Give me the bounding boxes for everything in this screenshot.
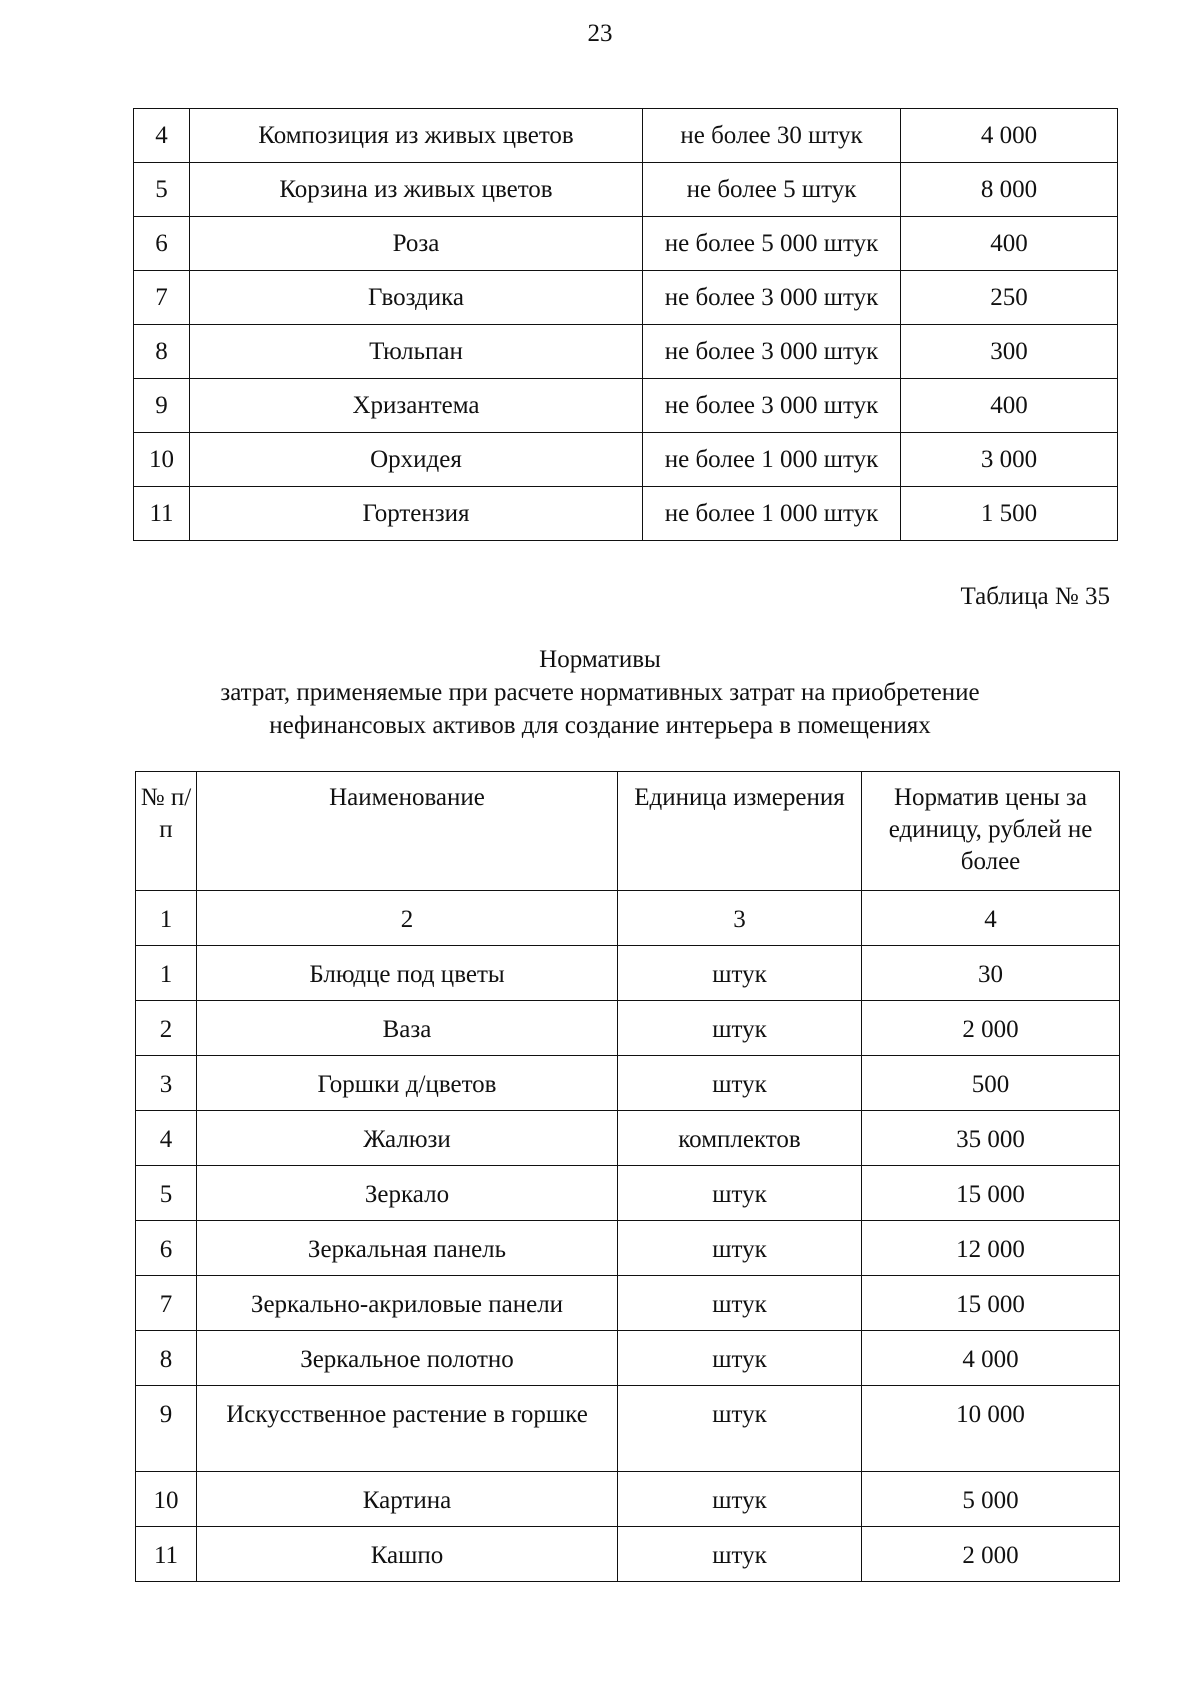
item-name: Зеркало: [197, 1166, 618, 1221]
item-price: 250: [901, 271, 1118, 325]
table-row: [134, 487, 1118, 541]
item-name: Орхидея: [190, 433, 643, 487]
item-quantity: не более 1 000 штук: [643, 487, 901, 541]
table-row: [136, 1472, 1120, 1527]
table-row: [136, 1166, 1120, 1221]
row-number: 11: [134, 487, 190, 541]
item-unit: штук: [618, 1056, 862, 1111]
table-row: [136, 1276, 1120, 1331]
item-price: 10 000: [862, 1386, 1120, 1472]
heading-subtitle-line-2: нефинансовых активов для создание интерьера в помещениях: [269, 712, 931, 739]
item-unit: штук: [618, 1276, 862, 1331]
row-number: 4: [134, 109, 190, 163]
heading-title: Нормативы: [539, 646, 661, 673]
table-row: [134, 379, 1118, 433]
interior-assets-table: [135, 771, 1120, 1582]
table-heading: [0, 643, 1200, 742]
item-price: 4 000: [862, 1331, 1120, 1386]
column-index: 4: [862, 891, 1120, 946]
item-name: Роза: [190, 217, 643, 271]
table-row: [134, 217, 1118, 271]
item-unit: комплектов: [618, 1111, 862, 1166]
item-quantity: не более 1 000 штук: [643, 433, 901, 487]
table-row: [134, 163, 1118, 217]
table-row: [134, 325, 1118, 379]
item-unit: штук: [618, 1527, 862, 1582]
item-name: Зеркальное полотно: [197, 1331, 618, 1386]
item-name: Зеркально-акриловые панели: [197, 1276, 618, 1331]
row-number: 6: [136, 1221, 197, 1276]
item-unit: штук: [618, 1001, 862, 1056]
item-price: 500: [862, 1056, 1120, 1111]
item-price: 8 000: [901, 163, 1118, 217]
item-name: Композиция из живых цветов: [190, 109, 643, 163]
table-row: [136, 1386, 1120, 1472]
table-row: [136, 946, 1120, 1001]
item-quantity: не более 3 000 штук: [643, 325, 901, 379]
header-row: [136, 772, 1120, 891]
table-row: [136, 1001, 1120, 1056]
item-price: 15 000: [862, 1276, 1120, 1331]
column-index-row: [136, 891, 1120, 946]
item-price: 12 000: [862, 1221, 1120, 1276]
row-number: 10: [134, 433, 190, 487]
row-number: 6: [134, 217, 190, 271]
item-unit: штук: [618, 1386, 862, 1472]
row-number: 1: [136, 946, 197, 1001]
item-name: Хризантема: [190, 379, 643, 433]
item-price: 30: [862, 946, 1120, 1001]
item-quantity: не более 5 000 штук: [643, 217, 901, 271]
table-row: [134, 271, 1118, 325]
item-name: Горшки д/цветов: [197, 1056, 618, 1111]
item-quantity: не более 3 000 штук: [643, 271, 901, 325]
row-number: 8: [136, 1331, 197, 1386]
item-unit: штук: [618, 1331, 862, 1386]
row-number: 7: [134, 271, 190, 325]
item-name: Кашпо: [197, 1527, 618, 1582]
table-row: [134, 109, 1118, 163]
item-price: 4 000: [901, 109, 1118, 163]
row-number: 2: [136, 1001, 197, 1056]
item-price: 400: [901, 217, 1118, 271]
item-name: Ваза: [197, 1001, 618, 1056]
row-number: 10: [136, 1472, 197, 1527]
column-index: 1: [136, 891, 197, 946]
table-row: [134, 433, 1118, 487]
item-name: Корзина из живых цветов: [190, 163, 643, 217]
row-number: 9: [134, 379, 190, 433]
item-name: Зеркальная панель: [197, 1221, 618, 1276]
table-row: [136, 1527, 1120, 1582]
row-number: 5: [134, 163, 190, 217]
item-price: 400: [901, 379, 1118, 433]
item-name: Жалюзи: [197, 1111, 618, 1166]
column-index: 3: [618, 891, 862, 946]
row-number: 3: [136, 1056, 197, 1111]
header-price: Норматив цены за единицу, рублей не более: [862, 772, 1120, 891]
item-name: Гвоздика: [190, 271, 643, 325]
item-price: 300: [901, 325, 1118, 379]
item-unit: штук: [618, 1472, 862, 1527]
row-number: 7: [136, 1276, 197, 1331]
row-number: 5: [136, 1166, 197, 1221]
row-number: 9: [136, 1386, 197, 1472]
item-price: 2 000: [862, 1527, 1120, 1582]
row-number: 11: [136, 1527, 197, 1582]
page-number: 23: [587, 20, 613, 47]
item-price: 15 000: [862, 1166, 1120, 1221]
table-row: [136, 1056, 1120, 1111]
item-name: Тюльпан: [190, 325, 643, 379]
item-unit: штук: [618, 1221, 862, 1276]
header-number: № п/п: [136, 772, 197, 891]
item-price: 3 000: [901, 433, 1118, 487]
column-index: 2: [197, 891, 618, 946]
heading-subtitle-line-1: затрат, применяемые при расчете нормативных затрат на приобретение: [220, 679, 980, 706]
item-price: 35 000: [862, 1111, 1120, 1166]
item-price: 5 000: [862, 1472, 1120, 1527]
header-unit: Единица измерения: [618, 772, 862, 891]
table-row: [136, 1331, 1120, 1386]
row-number: 4: [136, 1111, 197, 1166]
item-quantity: не более 3 000 штук: [643, 379, 901, 433]
item-name: Блюдце под цветы: [197, 946, 618, 1001]
table-row: [136, 1111, 1120, 1166]
header-name: Наименование: [197, 772, 618, 891]
item-price: 1 500: [901, 487, 1118, 541]
table-label: Таблица № 35: [960, 583, 1110, 610]
item-name: Гортензия: [190, 487, 643, 541]
item-unit: штук: [618, 1166, 862, 1221]
item-unit: штук: [618, 946, 862, 1001]
table-row: [136, 1221, 1120, 1276]
row-number: 8: [134, 325, 190, 379]
item-quantity: не более 5 штук: [643, 163, 901, 217]
item-quantity: не более 30 штук: [643, 109, 901, 163]
item-price: 2 000: [862, 1001, 1120, 1056]
flowers-price-table: [133, 108, 1118, 541]
item-name: Искусственное растение в горшке: [197, 1386, 618, 1472]
item-name: Картина: [197, 1472, 618, 1527]
